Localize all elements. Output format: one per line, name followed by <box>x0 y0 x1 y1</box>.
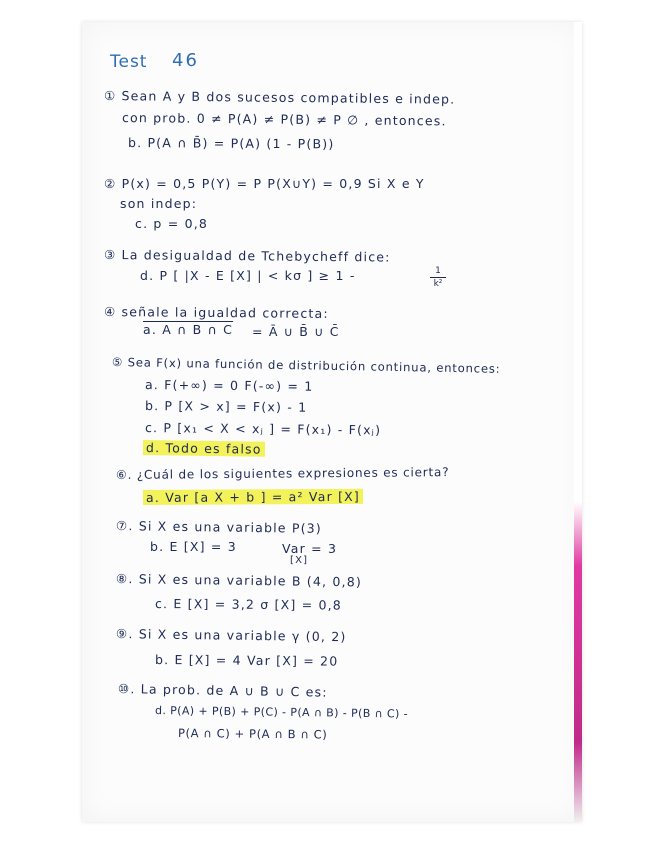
answer-1: b. P(A ∩ B̄) = P(A) (1 - P(B)) <box>127 135 335 152</box>
question-1-cont: con prob. 0 ≠ P(A) ≠ P(B) ≠ P ∅ , entonces. <box>121 110 447 129</box>
answer-7-mean: b. E [X] = 3 <box>150 539 237 554</box>
answer-10-line2: P(A ∩ C) + P(A ∩ B ∩ C) <box>177 726 328 742</box>
question-8: ⑧. Si X es una variable B (4, 0,8) <box>115 571 363 590</box>
question-1: ① Sean A y B dos sucesos compatibles e indep. <box>103 88 456 107</box>
fraction-bar <box>430 277 446 278</box>
answer-5d-highlighted: d. Todo es falso <box>143 440 265 457</box>
question-3: ③ La desigualdad de Tchebycheff dice: <box>103 247 391 265</box>
question-2-cont: son indep: <box>120 196 198 211</box>
pink-page-edge <box>574 22 582 822</box>
question-2: ② P(x) = 0,5 P(Y) = P P(X∪Y) = 0,9 Si X e Y <box>104 176 425 191</box>
question-5: ⑤ Sea F(x) una función de distribución continua, entonces: <box>111 355 501 376</box>
question-10: ⑩. La prob. de A ∪ B ∪ C es: <box>117 681 328 700</box>
answer-8: c. E [X] = 3,2 σ [X] = 0,8 <box>154 596 343 613</box>
answer-7-var: Var = 3 <box>282 541 338 556</box>
question-6: ⑥. ¿Cuál de los siguientes expresiones es cierta? <box>115 465 450 482</box>
answer-4-rhs: = Ā ∪ B̄ ∪ C̄ <box>252 324 340 339</box>
answer-5a: a. F(+∞) = 0 F(-∞) = 1 <box>144 377 314 394</box>
answer-3: d. P [ |X - E [X] | < kσ ] ≥ 1 - <box>140 268 356 283</box>
question-9: ⑨. Si X es una variable γ (0, 2) <box>115 626 347 645</box>
question-7: ⑦. Si X es una variable P(3) <box>115 518 323 536</box>
answer-4-lhs: a. A ∩ B ∩ C <box>143 322 234 337</box>
answer-6-highlighted: a. Var [a X + b ] = a² Var [X] <box>143 489 363 505</box>
test-title: Test <box>110 52 148 72</box>
test-number: 46 <box>172 50 199 71</box>
fraction-denominator: k² <box>433 279 443 289</box>
answer-5b: b. P [X > x] = F(x) - 1 <box>144 398 308 415</box>
answer-10-line1: d. P(A) + P(B) + P(C) - P(A ∩ B) - P(B ∩ C) - <box>154 704 409 721</box>
answer-2: c. p = 0,8 <box>135 216 209 231</box>
answer-3-fraction <box>430 266 446 289</box>
question-4: ④ señale la igualdad correcta: <box>103 304 329 321</box>
answer-5c: c. P [x₁ < X < xⱼ ] = F(x₁) - F(xⱼ) <box>144 420 382 438</box>
answer-7-var-sub: [X] <box>290 555 309 566</box>
fraction-numerator: 1 <box>435 266 441 276</box>
answer-9: b. E [X] = 4 Var [X] = 20 <box>154 652 339 669</box>
